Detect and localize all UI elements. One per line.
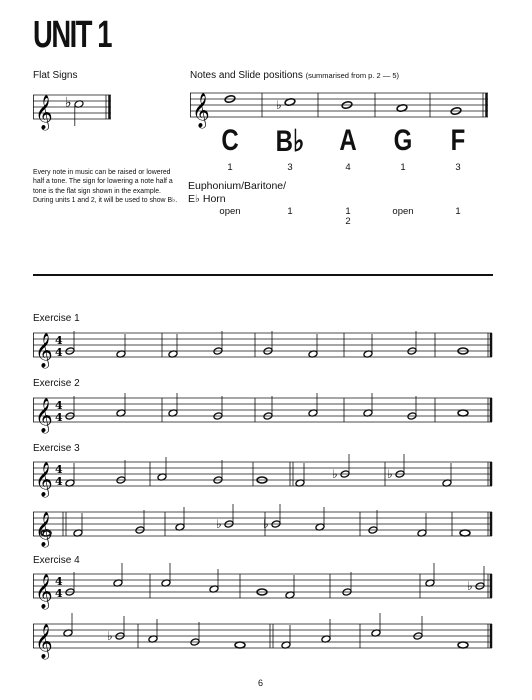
time-signature: 4	[55, 411, 63, 424]
valve-fingering: 1	[287, 206, 293, 217]
note-letter-g: G	[393, 124, 413, 157]
exercise-4-label: Exercise 4	[33, 555, 80, 566]
instrument-label: Euphonium/Baritone/	[188, 180, 287, 192]
flat-sign: ♭	[387, 467, 393, 481]
whole-note	[458, 642, 468, 648]
time-signature: 4	[55, 575, 63, 588]
instrument-label-2: E♭ Horn	[188, 193, 226, 205]
exercise-3-label: Exercise 3	[33, 443, 80, 454]
note-letter-c: C	[221, 124, 239, 157]
time-signature: 4	[55, 475, 63, 488]
time-signature: 4	[55, 399, 63, 412]
flat-signs-heading: Flat Signs	[33, 70, 78, 81]
whole-note	[460, 530, 470, 536]
flat-sign: ♭	[65, 95, 72, 111]
flat-sign: ♭	[263, 517, 269, 531]
time-signature: 4	[55, 334, 63, 347]
note-letter-f: F	[450, 124, 466, 157]
valve-fingering: open	[219, 206, 241, 217]
slide-position: 3	[287, 162, 293, 173]
page-number: 6	[258, 678, 264, 688]
flat-sign: ♭	[216, 517, 222, 531]
time-signature: 4	[55, 463, 63, 476]
treble-clef-icon: 𝄞	[35, 512, 53, 547]
page-title: UNIT 1	[33, 14, 112, 56]
flat-description: Every note in music can be raised or lowered half a tone. The sign for lowering a note half a tone is the flat sign shown in the example. During units 1 and 2, it will be used to show B♭.	[33, 169, 178, 204]
valve-fingering-alt: 2	[345, 216, 351, 227]
treble-clef-icon: 𝄞	[35, 95, 53, 130]
valve-fingering: 1	[345, 206, 351, 217]
exercise-1-label: Exercise 1	[33, 313, 80, 324]
valve-fingering: 1	[455, 206, 461, 217]
flat-sign: ♭	[107, 629, 113, 643]
note-letter-bb: B♭	[275, 125, 305, 158]
flat-sign: ♭	[276, 98, 282, 112]
flat-sign: ♭	[467, 579, 473, 593]
note-letter-a: A	[339, 124, 357, 157]
treble-clef-icon: 𝄞	[35, 462, 53, 497]
treble-clef-icon: 𝄞	[192, 93, 210, 128]
exercise-2-label: Exercise 2	[33, 378, 80, 389]
slide-position: 3	[455, 162, 461, 173]
flat-sign: ♭	[332, 467, 338, 481]
treble-clef-icon: 𝄞	[35, 398, 53, 433]
slide-position: 1	[400, 162, 406, 173]
positions-heading: Notes and Slide positions (summarised from p. 2 — 5)	[190, 70, 399, 81]
time-signature: 4	[55, 346, 63, 359]
valve-fingering: open	[392, 206, 414, 217]
whole-note	[458, 410, 468, 416]
slide-position: 4	[345, 162, 351, 173]
treble-clef-icon: 𝄞	[35, 333, 53, 368]
whole-note	[235, 642, 245, 648]
treble-clef-icon: 𝄞	[35, 624, 53, 659]
treble-clef-icon: 𝄞	[35, 574, 53, 609]
time-signature: 4	[55, 587, 63, 600]
slide-position: 1	[227, 162, 233, 173]
